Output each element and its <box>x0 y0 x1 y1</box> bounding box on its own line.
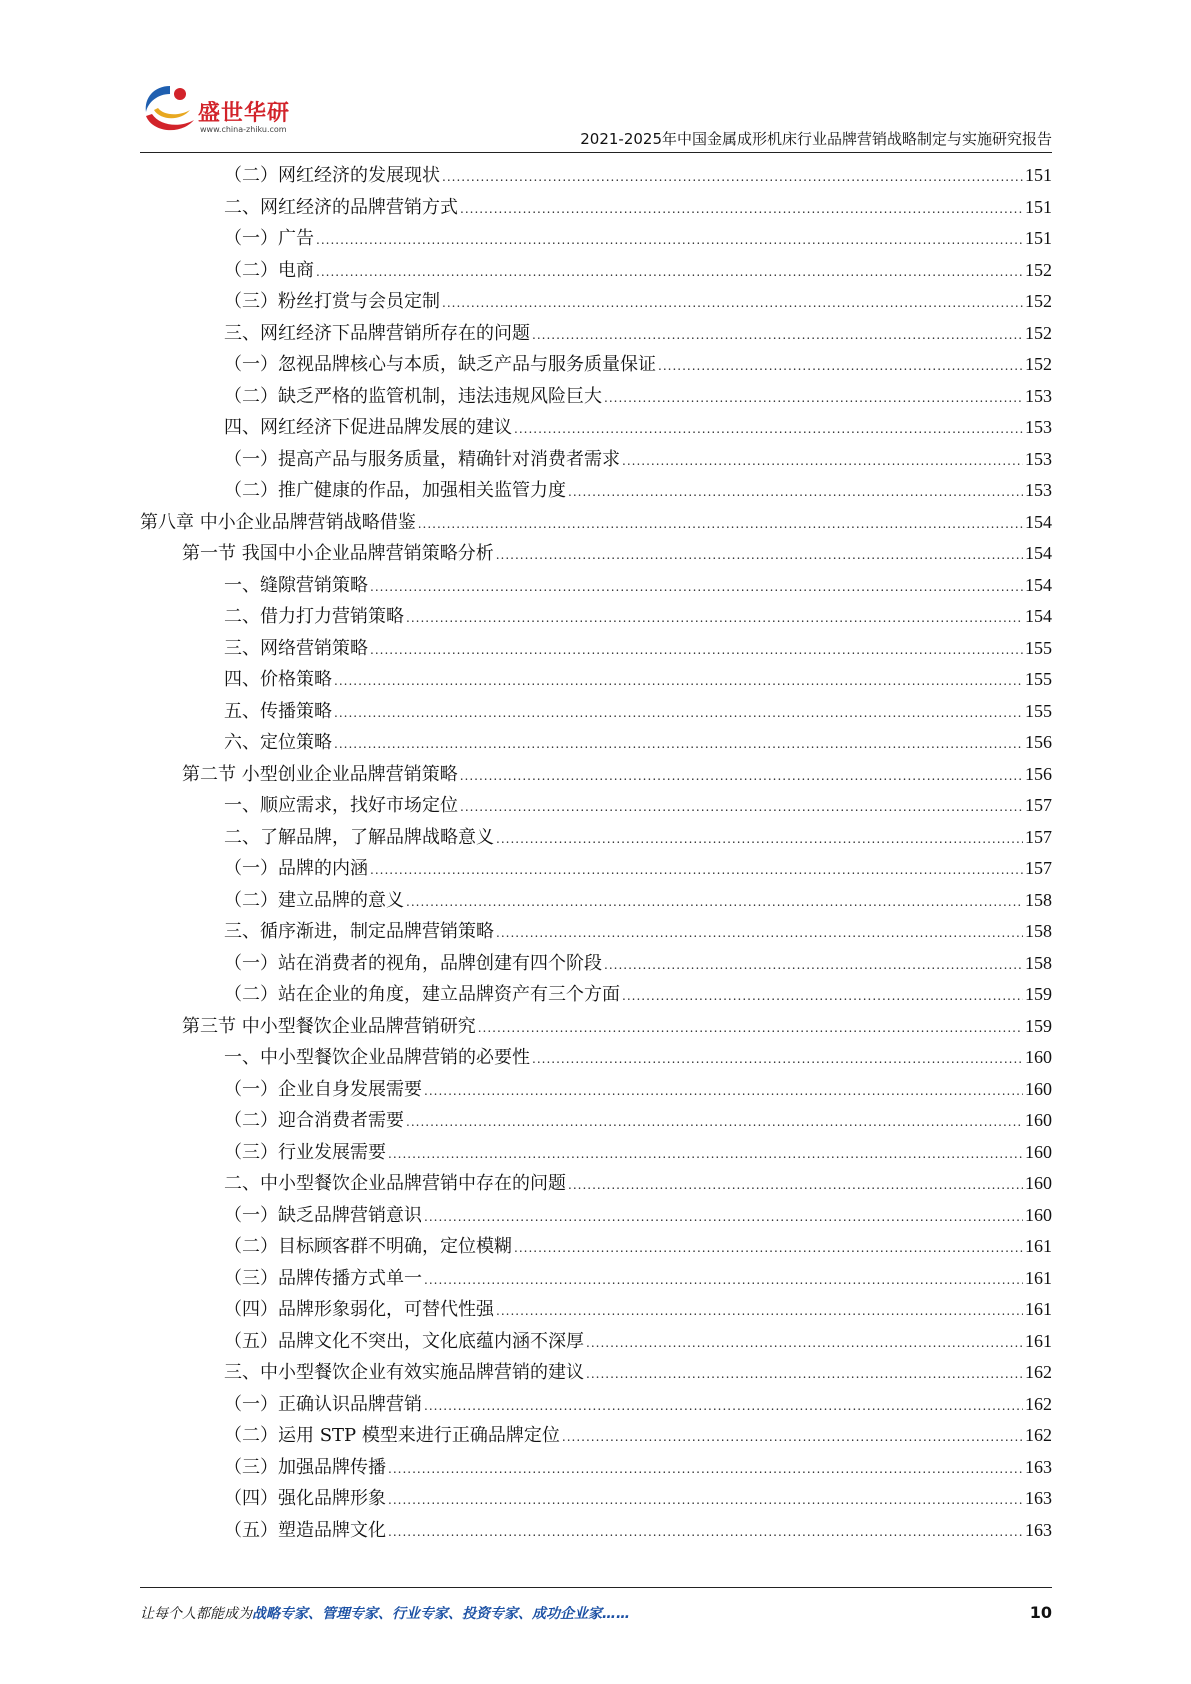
toc-leader-dots <box>316 225 1023 257</box>
toc-entry-page: 157 <box>1025 826 1052 847</box>
toc-entry[interactable] <box>140 601 1052 633</box>
toc-entry-page: 155 <box>1025 637 1052 658</box>
toc-entry[interactable] <box>140 633 1052 665</box>
toc-leader-dots <box>388 1485 1023 1517</box>
toc-entry-title: 三、循序渐进，制定品牌营销策略 <box>224 921 494 942</box>
toc-entry[interactable] <box>140 948 1052 980</box>
toc-entry-page: 159 <box>1025 984 1052 1004</box>
toc-entry-page: 160 <box>1025 1204 1052 1225</box>
toc-entry[interactable] <box>140 1042 1052 1074</box>
toc-leader-dots <box>370 635 1023 667</box>
footer-divider <box>140 1587 1052 1588</box>
toc-entry[interactable] <box>140 412 1052 444</box>
toc-leader-dots <box>586 1359 1023 1391</box>
toc-entry[interactable] <box>140 696 1052 728</box>
toc-leader-dots <box>424 1391 1023 1423</box>
toc-entry-title: （一）站在消费者的视角，品牌创建有四个阶段 <box>224 952 602 974</box>
toc-entry-title: （二）迎合消费者需要 <box>224 1110 404 1131</box>
toc-leader-dots <box>622 981 1023 1013</box>
brand-logo <box>140 80 320 146</box>
toc-entry-page: 161 <box>1025 1267 1052 1288</box>
toc-entry[interactable] <box>140 1105 1052 1137</box>
toc-entry[interactable] <box>140 1420 1052 1452</box>
toc-entry-page: 152 <box>1025 259 1052 280</box>
toc-leader-dots <box>496 824 1023 856</box>
toc-leader-dots <box>568 1170 1023 1202</box>
toc-entry-title: （一）正确认识品牌营销 <box>224 1393 422 1415</box>
toc-entry[interactable] <box>140 1357 1052 1389</box>
toc-entry-title: （三）粉丝打赏与会员定制 <box>224 291 440 312</box>
toc-entry-page: 154 <box>1025 606 1052 626</box>
toc-entry-title: （一）缺乏品牌营销意识 <box>224 1204 422 1226</box>
toc-entry-title: 三、中小型餐饮企业有效实施品牌营销的建议 <box>224 1362 584 1383</box>
toc-entry[interactable] <box>140 1231 1052 1263</box>
toc-entry-title: 二、借力打力营销策略 <box>224 606 404 627</box>
toc-entry-page: 160 <box>1025 1141 1052 1162</box>
toc-entry-title: （一）广告 <box>224 228 314 249</box>
toc-entry-title: 三、网红经济下品牌营销所存在的问题 <box>224 322 530 344</box>
toc-entry-page: 151 <box>1025 165 1052 185</box>
toc-entry-page: 162 <box>1025 1362 1052 1382</box>
toc-entry-page: 163 <box>1025 1488 1052 1508</box>
toc-entry[interactable] <box>140 727 1052 759</box>
toc-leader-dots <box>370 855 1023 887</box>
toc-leader-dots <box>514 1233 1023 1265</box>
footer-slogan-lead: 让每个人都能成为 <box>140 1606 252 1622</box>
toc-entry-page: 155 <box>1025 700 1052 721</box>
toc-entry-page: 158 <box>1025 921 1052 941</box>
table-of-contents <box>140 160 1052 1546</box>
toc-leader-dots <box>532 320 1023 352</box>
toc-entry-page: 152 <box>1025 291 1052 311</box>
toc-leader-dots <box>442 288 1023 320</box>
toc-entry[interactable] <box>140 1326 1052 1358</box>
toc-entry-page: 161 <box>1025 1299 1052 1319</box>
toc-entry-page: 158 <box>1025 889 1052 910</box>
toc-entry-page: 153 <box>1025 480 1052 500</box>
toc-entry[interactable] <box>140 885 1052 917</box>
toc-entry-page: 158 <box>1025 952 1052 973</box>
toc-entry[interactable] <box>140 349 1052 381</box>
toc-entry[interactable] <box>140 1389 1052 1421</box>
toc-leader-dots <box>496 918 1023 950</box>
toc-entry-title: （二）推广健康的作品，加强相关监管力度 <box>224 480 566 501</box>
toc-entry-title: 二、中小型餐饮企业品牌营销中存在的问题 <box>224 1173 566 1194</box>
brand-name: 盛世华研 <box>198 101 291 126</box>
toc-entry-title: （一）提高产品与服务质量，精确针对消费者需求 <box>224 448 620 470</box>
toc-entry-title: 第三节 中小型餐饮企业品牌营销研究 <box>182 1015 476 1037</box>
toc-leader-dots <box>424 1265 1023 1297</box>
toc-entry[interactable] <box>140 979 1052 1011</box>
toc-entry[interactable] <box>140 853 1052 885</box>
toc-entry-title: 一、中小型餐饮企业品牌营销的必要性 <box>224 1047 530 1068</box>
toc-entry-title: （三）行业发展需要 <box>224 1141 386 1163</box>
toc-entry[interactable] <box>140 381 1052 413</box>
toc-leader-dots <box>388 1139 1023 1171</box>
toc-entry-page: 161 <box>1025 1330 1052 1351</box>
header-divider <box>140 152 1052 153</box>
toc-leader-dots <box>334 666 1023 698</box>
toc-leader-dots <box>658 351 1023 383</box>
toc-entry-page: 153 <box>1025 385 1052 406</box>
toc-entry-title: （二）建立品牌的意义 <box>224 889 404 911</box>
toc-entry[interactable] <box>140 1294 1052 1326</box>
toc-entry-title: 第二节 小型创业企业品牌营销策略 <box>182 763 458 785</box>
toc-entry-title: 六、定位策略 <box>224 732 332 753</box>
toc-leader-dots <box>496 540 1023 572</box>
toc-entry-title: （二）缺乏严格的监管机制，违法违规风险巨大 <box>224 385 602 407</box>
toc-entry[interactable] <box>140 570 1052 602</box>
footer-slogan-emphasis: 战略专家、管理专家、行业专家、投资专家、成功企业家…… <box>252 1606 630 1622</box>
toc-entry[interactable] <box>140 318 1052 350</box>
toc-entry-page: 163 <box>1025 1519 1052 1540</box>
toc-entry-page: 154 <box>1025 543 1052 563</box>
toc-leader-dots <box>496 1296 1023 1328</box>
toc-entry-title: 第八章 中小企业品牌营销战略借鉴 <box>140 511 416 533</box>
toc-leader-dots <box>460 792 1023 824</box>
toc-entry[interactable] <box>140 1168 1052 1200</box>
toc-entry-page: 163 <box>1025 1456 1052 1477</box>
toc-leader-dots <box>424 1202 1023 1234</box>
toc-entry-title: （三）加强品牌传播 <box>224 1456 386 1478</box>
toc-leader-dots <box>478 1013 1023 1045</box>
toc-leader-dots <box>460 761 1023 793</box>
page-footer <box>140 1603 1052 1629</box>
toc-entry-page: 154 <box>1025 574 1052 595</box>
toc-entry[interactable] <box>140 790 1052 822</box>
toc-leader-dots <box>418 509 1023 541</box>
toc-entry[interactable] <box>140 286 1052 318</box>
toc-entry-title: （五）品牌文化不突出，文化底蕴内涵不深厚 <box>224 1330 584 1352</box>
toc-entry-page: 162 <box>1025 1425 1052 1445</box>
toc-entry-page: 154 <box>1025 511 1052 532</box>
toc-entry-page: 151 <box>1025 228 1052 248</box>
toc-entry[interactable] <box>140 1137 1052 1169</box>
toc-entry-page: 157 <box>1025 858 1052 878</box>
toc-entry-page: 161 <box>1025 1236 1052 1256</box>
toc-entry-title: 三、网络营销策略 <box>224 637 368 659</box>
toc-entry-page: 155 <box>1025 669 1052 689</box>
toc-entry-title: 第一节 我国中小企业品牌营销策略分析 <box>182 543 494 564</box>
toc-entry-title: 四、价格策略 <box>224 669 332 690</box>
toc-entry[interactable] <box>140 192 1052 224</box>
toc-entry[interactable] <box>140 444 1052 476</box>
toc-entry[interactable] <box>140 759 1052 791</box>
toc-leader-dots <box>604 383 1023 415</box>
toc-entry[interactable] <box>140 1074 1052 1106</box>
toc-entry[interactable] <box>140 1483 1052 1515</box>
toc-leader-dots <box>460 194 1023 226</box>
report-title: 2021-2025年中国金属成形机床行业品牌营销战略制定与实施研究报告 <box>580 130 1052 148</box>
toc-entry-title: （二）运用 STP 模型来进行正确品牌定位 <box>224 1425 560 1446</box>
toc-leader-dots <box>370 572 1023 604</box>
toc-entry[interactable] <box>140 1452 1052 1484</box>
brand-url: www.china-zhiku.com <box>200 125 287 134</box>
toc-leader-dots <box>568 477 1023 509</box>
toc-leader-dots <box>424 1076 1023 1108</box>
toc-leader-dots <box>406 1107 1023 1139</box>
toc-entry-title: 一、顺应需求，找好市场定位 <box>224 795 458 816</box>
toc-entry-page: 160 <box>1025 1047 1052 1067</box>
toc-entry-title: （一）忽视品牌核心与本质，缺乏产品与服务质量保证 <box>224 354 656 375</box>
toc-leader-dots <box>406 887 1023 919</box>
toc-entry-page: 152 <box>1025 322 1052 343</box>
toc-entry-page: 153 <box>1025 417 1052 437</box>
toc-leader-dots <box>316 257 1023 289</box>
toc-leader-dots <box>562 1422 1023 1454</box>
toc-leader-dots <box>532 1044 1023 1076</box>
toc-entry-title: 一、缝隙营销策略 <box>224 574 368 596</box>
toc-leader-dots <box>514 414 1023 446</box>
toc-entry-page: 159 <box>1025 1015 1052 1036</box>
toc-entry-title: 二、了解品牌，了解品牌战略意义 <box>224 826 494 848</box>
toc-entry-title: 五、传播策略 <box>224 700 332 722</box>
toc-entry-title: （四）品牌形象弱化，可替代性强 <box>224 1299 494 1320</box>
toc-leader-dots <box>334 729 1023 761</box>
toc-entry-title: （一）品牌的内涵 <box>224 858 368 879</box>
toc-entry[interactable] <box>140 507 1052 539</box>
toc-entry[interactable] <box>140 223 1052 255</box>
toc-entry-title: （二）电商 <box>224 259 314 281</box>
toc-leader-dots <box>622 446 1023 478</box>
toc-entry[interactable] <box>140 1200 1052 1232</box>
toc-entry-title: （二）网红经济的发展现状 <box>224 165 440 186</box>
toc-entry[interactable] <box>140 475 1052 507</box>
toc-entry-title: （二）目标顾客群不明确，定位模糊 <box>224 1236 512 1257</box>
toc-entry-title: （二）站在企业的角度，建立品牌资产有三个方面 <box>224 984 620 1005</box>
logo-emblem-icon <box>140 80 200 140</box>
toc-entry[interactable] <box>140 160 1052 192</box>
toc-entry[interactable] <box>140 1011 1052 1043</box>
toc-entry-page: 157 <box>1025 795 1052 815</box>
toc-entry[interactable] <box>140 1263 1052 1295</box>
toc-entry-title: （五）塑造品牌文化 <box>224 1519 386 1541</box>
toc-entry-page: 152 <box>1025 354 1052 374</box>
toc-leader-dots <box>388 1454 1023 1486</box>
toc-entry[interactable] <box>140 255 1052 287</box>
toc-entry[interactable] <box>140 1515 1052 1547</box>
toc-leader-dots <box>604 950 1023 982</box>
toc-entry[interactable] <box>140 916 1052 948</box>
toc-entry-page: 156 <box>1025 763 1052 784</box>
toc-entry-title: 二、网红经济的品牌营销方式 <box>224 196 458 218</box>
toc-entry-page: 151 <box>1025 196 1052 217</box>
toc-leader-dots <box>442 162 1023 194</box>
toc-entry[interactable] <box>140 822 1052 854</box>
toc-leader-dots <box>406 603 1023 635</box>
toc-entry-title: （三）品牌传播方式单一 <box>224 1267 422 1289</box>
toc-entry-title: （一）企业自身发展需要 <box>224 1078 422 1100</box>
toc-entry-page: 160 <box>1025 1110 1052 1130</box>
page-number: 10 <box>1029 1603 1052 1622</box>
page-header <box>140 80 1052 150</box>
toc-entry-title: 四、网红经济下促进品牌发展的建议 <box>224 417 512 438</box>
toc-leader-dots <box>334 698 1023 730</box>
toc-entry-page: 156 <box>1025 732 1052 752</box>
toc-entry[interactable] <box>140 538 1052 570</box>
toc-entry-page: 160 <box>1025 1173 1052 1193</box>
toc-leader-dots <box>586 1328 1023 1360</box>
toc-leader-dots <box>388 1517 1023 1549</box>
toc-entry[interactable] <box>140 664 1052 696</box>
toc-entry-page: 162 <box>1025 1393 1052 1414</box>
toc-entry-page: 153 <box>1025 448 1052 469</box>
toc-entry-title: （四）强化品牌形象 <box>224 1488 386 1509</box>
toc-entry-page: 160 <box>1025 1078 1052 1099</box>
